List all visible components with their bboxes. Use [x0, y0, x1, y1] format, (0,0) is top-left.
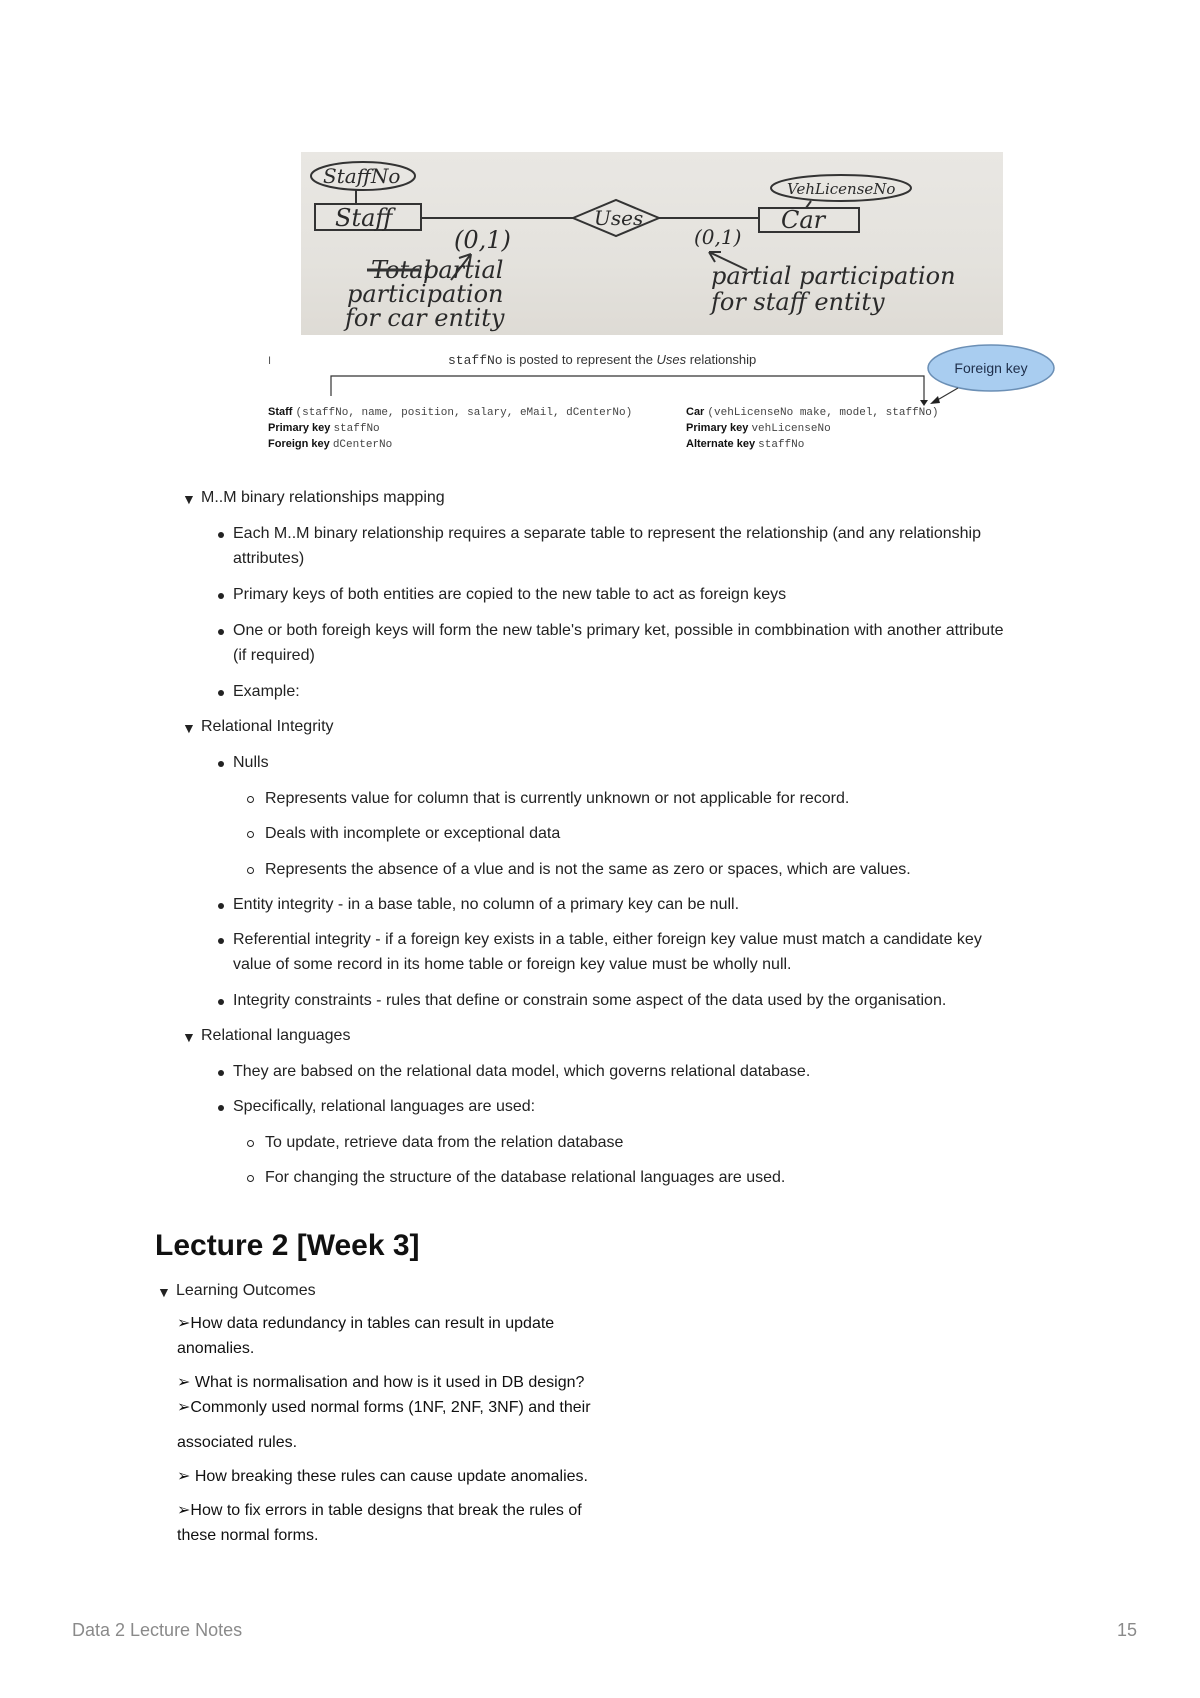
- er-diagram-photo: [301, 152, 1003, 335]
- learning-outcome-1-line-1: ➢How data redundancy in tables can result in update: [177, 1315, 555, 1332]
- sub-bullet-circle: [247, 796, 254, 803]
- rl-sub-2: For changing the structure of the database relational languages are used.: [265, 1169, 786, 1186]
- car-primary-key-line: Primary key vehLicenseNo: [686, 422, 831, 435]
- learning-outcome-5-line-1: ➢How to fix errors in table designs that break the rules of: [177, 1502, 582, 1519]
- toggle-ri-title[interactable]: Relational Integrity: [201, 718, 334, 735]
- learning-outcome-3-line-1: ➢Commonly used normal forms (1NF, 2NF, 3NF) and their: [177, 1399, 591, 1416]
- bullet-dot: [218, 903, 224, 909]
- sub-bullet-circle: [247, 1175, 254, 1182]
- ri-entity-integrity: Entity integrity - in a base table, no column of a primary key can be null.: [233, 896, 740, 913]
- learning-outcome-3-line-2: associated rules.: [177, 1434, 298, 1451]
- staff-schema-line: Staff (staffNo, name, position, salary, eMail, dCenterNo): [268, 406, 633, 419]
- learning-outcome-4: ➢ How breaking these rules can cause update anomalies.: [177, 1468, 588, 1485]
- mm-bullet-1-line-1: Each M..M binary relationship requires a separate table to represent the relationship (and any relationship: [233, 525, 981, 542]
- toggle-lo-triangle[interactable]: ▼: [157, 1284, 171, 1300]
- multiplicity-left: (0,1): [454, 226, 511, 254]
- posted-bracket-line: [331, 376, 924, 400]
- rl-sub-1: To update, retrieve data from the relation database: [265, 1134, 624, 1151]
- mm-bullet-3-line-2: (if required): [233, 647, 315, 664]
- bullet-dot: [218, 690, 224, 696]
- ri-nulls: Nulls: [233, 754, 269, 771]
- car-alternate-key-line: Alternate key staffNo: [686, 438, 805, 451]
- posted-caption: staffNo is posted to represent the Uses relationship: [448, 352, 757, 368]
- sub-bullet-circle: [247, 867, 254, 874]
- staffno-attribute-text: StaffNo: [323, 164, 401, 188]
- toggle-lo-title[interactable]: Learning Outcomes: [176, 1282, 316, 1299]
- bullet-dot: [218, 999, 224, 1005]
- mm-bullet-2: Primary keys of both entities are copied to the new table to act as foreign keys: [233, 586, 787, 603]
- ri-integrity-constraints: Integrity constraints - rules that define or constrain some aspect of the data used by the organisation.: [233, 992, 947, 1009]
- learning-outcome-1-line-2: anomalies.: [177, 1340, 255, 1357]
- schema-tick-mark: I: [268, 355, 272, 367]
- er-diagram-svg: [301, 152, 1003, 335]
- toggle-mm-title[interactable]: M..M binary relationships mapping: [201, 489, 445, 506]
- footer-doc-title: Data 2 Lecture Notes: [72, 1620, 243, 1640]
- toggle-rl-triangle[interactable]: ▼: [182, 1029, 196, 1045]
- ri-referential-line-1: Referential integrity - if a foreign key exists in a table, either foreign key value must match a candidate key: [233, 931, 982, 948]
- note-left-line-3: for car entity: [345, 304, 505, 332]
- lecture-heading: Lecture 2 [Week 3]: [155, 1229, 420, 1262]
- mm-bullet-4: Example:: [233, 683, 300, 700]
- ri-nulls-sub-1: Represents value for column that is currently unknown or not applicable for record.: [265, 790, 850, 807]
- rl-bullet-1: They are babsed on the relational data model, which governs relational database.: [233, 1063, 811, 1080]
- ri-nulls-sub-2: Deals with incomplete or exceptional data: [265, 825, 561, 842]
- staff-entity-text: Staff: [335, 204, 393, 232]
- learning-outcome-2: ➢ What is normalisation and how is it used in DB design?: [177, 1374, 585, 1391]
- sub-bullet-circle: [247, 1140, 254, 1147]
- ri-nulls-sub-3: Represents the absence of a vlue and is not the same as zero or spaces, which are values.: [265, 861, 911, 878]
- bullet-dot: [218, 1070, 224, 1076]
- bullet-dot: [218, 1105, 224, 1111]
- toggle-ri-triangle[interactable]: ▼: [182, 720, 196, 736]
- rl-bullet-2: Specifically, relational languages are used:: [233, 1098, 536, 1115]
- multiplicity-right: (0,1): [694, 225, 742, 249]
- relation-schema-svg: [268, 340, 1058, 460]
- staff-primary-key-line: Primary key staffNo: [268, 422, 380, 435]
- bullet-dot: [218, 629, 224, 635]
- note-right-line-1: partial participation: [711, 262, 956, 290]
- note-left-line-2: participation: [347, 280, 504, 308]
- staff-foreign-key-line: Foreign key dCenterNo: [268, 438, 393, 451]
- sub-bullet-circle: [247, 831, 254, 838]
- strikethrough-word: Total: [371, 256, 432, 284]
- mm-bullet-3-line-1: One or both foreigh keys will form the new table's primary ket, possible in combbination with another attribute: [233, 622, 1004, 639]
- mm-bullet-1-line-2: attributes): [233, 550, 305, 567]
- learning-outcome-5-line-2: these normal forms.: [177, 1527, 319, 1544]
- foreign-key-callout-text: Foreign key: [954, 360, 1028, 376]
- uses-relationship-text: Uses: [594, 206, 644, 230]
- note-right-line-2: for staff entity: [711, 288, 885, 316]
- toggle-rl-title[interactable]: Relational languages: [201, 1027, 351, 1044]
- bullet-dot: [218, 761, 224, 767]
- note-left-line-1: partial: [423, 256, 504, 284]
- relation-schema-figure: [268, 340, 1058, 460]
- vehlicense-attribute-text: VehLicenseNo: [787, 180, 896, 198]
- bullet-dot: [218, 532, 224, 538]
- bullet-dot: [218, 938, 224, 944]
- ri-referential-line-2: value of some record in its home table or foreign key value must be wholly null.: [233, 956, 792, 973]
- bullet-dot: [218, 593, 224, 599]
- toggle-mm-triangle[interactable]: ▼: [182, 491, 196, 507]
- car-schema-line: Car (vehLicenseNo make, model, staffNo): [686, 406, 939, 419]
- footer-page-number: 15: [1116, 1620, 1137, 1640]
- car-entity-text: Car: [781, 206, 826, 234]
